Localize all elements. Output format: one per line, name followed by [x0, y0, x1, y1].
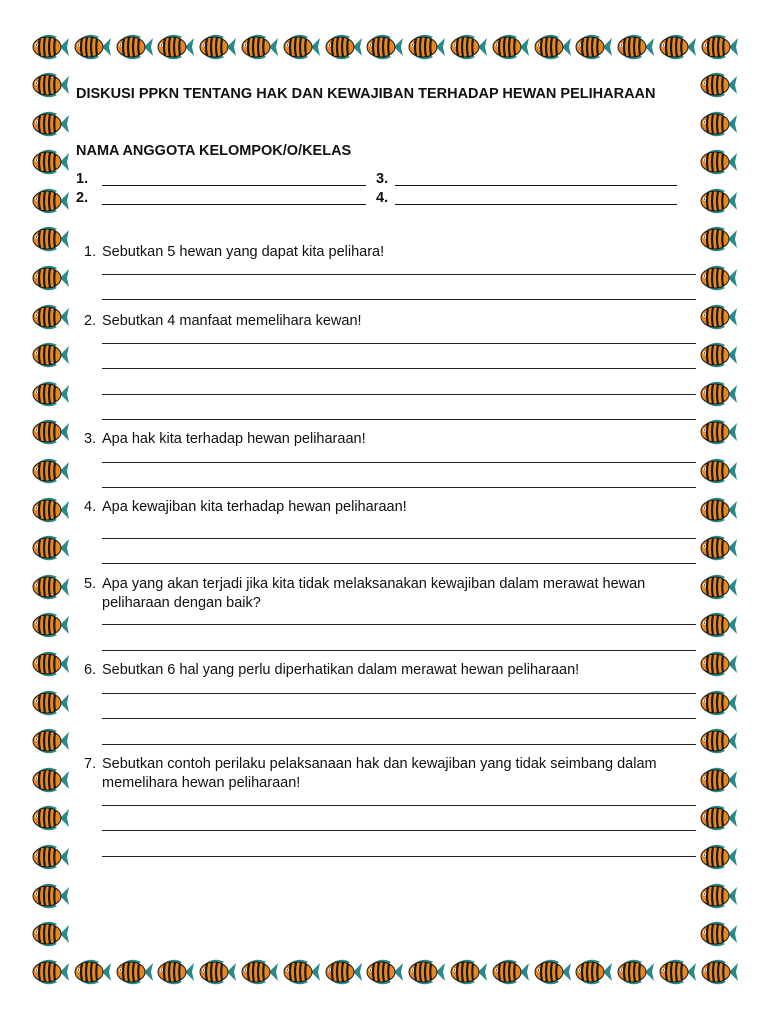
striped-fish-icon — [698, 417, 738, 447]
striped-fish-icon — [698, 726, 738, 756]
striped-fish-icon — [323, 957, 363, 987]
member-slot-4-line[interactable] — [395, 204, 677, 205]
striped-fish-icon — [490, 957, 530, 987]
question-text: Sebutkan 4 manfaat memelihara kewan! — [102, 313, 362, 329]
answer-line[interactable] — [102, 650, 696, 651]
striped-fish-icon — [699, 957, 739, 987]
answer-line[interactable] — [102, 624, 696, 625]
striped-fish-icon — [406, 32, 446, 62]
striped-fish-icon — [114, 32, 154, 62]
answer-line[interactable] — [102, 693, 696, 694]
members-heading: NAMA ANGGOTA KELOMPOK/O/KELAS — [76, 143, 352, 159]
answer-line[interactable] — [102, 538, 696, 539]
striped-fish-icon — [698, 533, 738, 563]
striped-fish-icon — [281, 32, 321, 62]
answer-line[interactable] — [102, 394, 696, 395]
striped-fish-icon — [30, 109, 70, 139]
striped-fish-icon — [698, 340, 738, 370]
striped-fish-icon — [657, 32, 697, 62]
member-slot-1-label: 1. — [76, 171, 89, 187]
answer-line[interactable] — [102, 368, 696, 369]
striped-fish-icon — [30, 649, 70, 679]
member-slot-2-line[interactable] — [102, 204, 366, 205]
striped-fish-icon — [699, 32, 739, 62]
striped-fish-icon — [30, 842, 70, 872]
striped-fish-icon — [197, 957, 237, 987]
question-number: 1. — [84, 244, 97, 260]
striped-fish-icon — [698, 649, 738, 679]
striped-fish-icon — [30, 610, 70, 640]
answer-line[interactable] — [102, 856, 696, 857]
striped-fish-icon — [30, 224, 70, 254]
striped-fish-icon — [30, 495, 70, 525]
striped-fish-icon — [72, 957, 112, 987]
answer-line[interactable] — [102, 563, 696, 564]
striped-fish-icon — [30, 919, 70, 949]
striped-fish-icon — [30, 32, 70, 62]
striped-fish-icon — [657, 957, 697, 987]
striped-fish-icon — [698, 803, 738, 833]
striped-fish-icon — [698, 765, 738, 795]
striped-fish-icon — [30, 147, 70, 177]
question-text: Sebutkan contoh perilaku pelaksanaan hak dan kewajiban yang tidak seimbang dalam memelihara hewan peliharaan! — [102, 756, 657, 791]
member-slot-1-line[interactable] — [102, 185, 366, 186]
answer-line[interactable] — [102, 830, 696, 831]
page-title: DISKUSI PPKN TENTANG HAK DAN KEWAJIBAN TERHADAP HEWAN PELIHARAAN — [76, 86, 656, 102]
striped-fish-icon — [532, 957, 572, 987]
question-text: Sebutkan 5 hewan yang dapat kita pelihara! — [102, 244, 385, 260]
striped-fish-icon — [698, 302, 738, 332]
striped-fish-icon — [281, 957, 321, 987]
question-text: Apa hak kita terhadap hewan peliharaan! — [102, 431, 366, 447]
striped-fish-icon — [30, 765, 70, 795]
striped-fish-icon — [364, 32, 404, 62]
answer-line[interactable] — [102, 274, 696, 275]
striped-fish-icon — [239, 957, 279, 987]
striped-fish-icon — [698, 224, 738, 254]
striped-fish-icon — [239, 32, 279, 62]
striped-fish-icon — [698, 186, 738, 216]
answer-line[interactable] — [102, 343, 696, 344]
striped-fish-icon — [615, 957, 655, 987]
striped-fish-icon — [323, 32, 363, 62]
striped-fish-icon — [114, 957, 154, 987]
striped-fish-icon — [30, 70, 70, 100]
question-number: 5. — [84, 576, 97, 592]
striped-fish-icon — [30, 379, 70, 409]
striped-fish-icon — [698, 147, 738, 177]
question-number: 6. — [84, 662, 97, 678]
striped-fish-icon — [30, 533, 70, 563]
answer-line[interactable] — [102, 419, 696, 420]
question-text: Apa yang akan terjadi jika kita tidak melaksanakan kewajiban dalam merawat hewan peliharaan dengan baik? — [102, 576, 646, 611]
striped-fish-icon — [197, 32, 237, 62]
striped-fish-icon — [490, 32, 530, 62]
striped-fish-icon — [448, 32, 488, 62]
question-text: Sebutkan 6 hal yang perlu diperhatikan dalam merawat hewan peliharaan! — [102, 662, 580, 678]
striped-fish-icon — [72, 32, 112, 62]
striped-fish-icon — [30, 340, 70, 370]
question-number: 4. — [84, 499, 97, 515]
answer-line[interactable] — [102, 299, 696, 300]
striped-fish-icon — [698, 109, 738, 139]
striped-fish-icon — [30, 803, 70, 833]
striped-fish-icon — [698, 263, 738, 293]
striped-fish-icon — [30, 957, 70, 987]
striped-fish-icon — [532, 32, 572, 62]
striped-fish-icon — [448, 957, 488, 987]
striped-fish-icon — [698, 610, 738, 640]
striped-fish-icon — [698, 688, 738, 718]
striped-fish-icon — [698, 881, 738, 911]
striped-fish-icon — [30, 263, 70, 293]
striped-fish-icon — [30, 186, 70, 216]
answer-line[interactable] — [102, 744, 696, 745]
striped-fish-icon — [155, 957, 195, 987]
striped-fish-icon — [30, 572, 70, 602]
striped-fish-icon — [698, 495, 738, 525]
striped-fish-icon — [30, 726, 70, 756]
member-slot-4-label: 4. — [376, 190, 389, 206]
answer-line[interactable] — [102, 718, 696, 719]
striped-fish-icon — [406, 957, 446, 987]
striped-fish-icon — [615, 32, 655, 62]
striped-fish-icon — [30, 302, 70, 332]
striped-fish-icon — [698, 456, 738, 486]
answer-line[interactable] — [102, 487, 696, 488]
striped-fish-icon — [364, 957, 404, 987]
striped-fish-icon — [573, 957, 613, 987]
striped-fish-icon — [30, 456, 70, 486]
striped-fish-icon — [698, 379, 738, 409]
striped-fish-icon — [30, 881, 70, 911]
member-slot-2-label: 2. — [76, 190, 89, 206]
member-slot-3-line[interactable] — [395, 185, 677, 186]
question-number: 7. — [84, 756, 97, 772]
answer-line[interactable] — [102, 805, 696, 806]
striped-fish-icon — [30, 688, 70, 718]
question-text: Apa kewajiban kita terhadap hewan peliharaan! — [102, 499, 407, 515]
question-number: 3. — [84, 431, 97, 447]
striped-fish-icon — [698, 919, 738, 949]
striped-fish-icon — [155, 32, 195, 62]
striped-fish-icon — [573, 32, 613, 62]
striped-fish-icon — [698, 572, 738, 602]
striped-fish-icon — [30, 417, 70, 447]
question-number: 2. — [84, 313, 97, 329]
member-slot-3-label: 3. — [376, 171, 389, 187]
striped-fish-icon — [698, 842, 738, 872]
answer-line[interactable] — [102, 462, 696, 463]
